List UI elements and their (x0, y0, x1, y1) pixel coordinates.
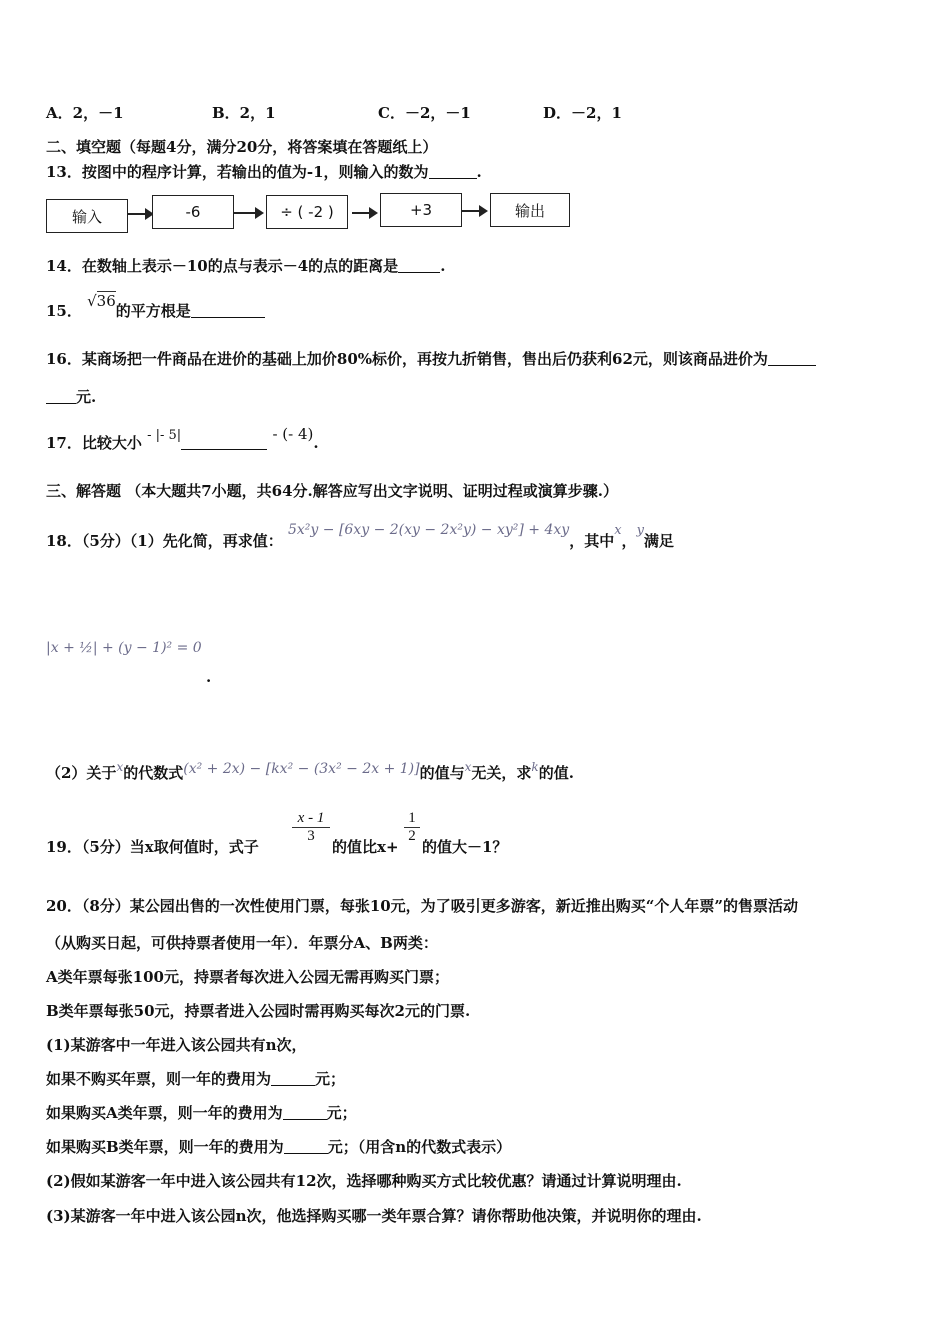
q20-line10: (3)某游客一年中进入该公园n次，他选择购买哪一类年票合算？请你帮助他决策，并说明你的理由. (46, 1207, 702, 1225)
q18-condition-end: . (206, 668, 212, 686)
q18-expression: 5x²y − [6xy − 2(xy − 2x²y) − xy²] + 4xy (287, 522, 570, 538)
q18-part2-k: k (531, 760, 539, 774)
q13-text (46, 161, 482, 182)
q16-unit: 元. (76, 388, 97, 406)
flow-step-divide: ÷ ( -2 ) (266, 195, 348, 229)
q16-text (46, 348, 816, 369)
q15-question: 的平方根是 (115, 302, 191, 320)
section3-heading: 三、解答题 （本大题共7小题，共64分.解答应写出文字说明、证明过程或演算步骤.） (46, 482, 618, 500)
q15-text (46, 292, 265, 321)
option-b: B．2，1 (212, 104, 276, 122)
q17-right-expr: - (- 4) (272, 425, 314, 443)
q19-fraction-1-numerator: x - 1 (292, 810, 330, 828)
q20-line6-text: 如果不购买年票，则一年的费用为 (46, 1070, 272, 1088)
q17-end: . (313, 434, 319, 452)
q19-fraction-1 (292, 810, 330, 845)
q15-blank (191, 302, 265, 318)
option-c: C．－2，－1 (378, 104, 471, 122)
q17-left-expr: - |- 5| (147, 428, 182, 443)
q20-line7-unit: 元； (326, 1104, 357, 1122)
q18-var-x: x (614, 523, 622, 538)
option-d: D．－2，1 (543, 104, 622, 122)
q19-mid: 的值比x+ (332, 838, 399, 856)
q20-line1: 20．（8分）某公园出售的一次性使用门票，每张10元，为了吸引更多游客，新近推出购买“个人年票”的售票活动 (46, 897, 798, 915)
q20-blank-3 (284, 1138, 328, 1154)
q13-question: 13．按图中的程序计算，若输出的值为-1，则输入的数为 (46, 163, 429, 181)
q20-line8 (46, 1136, 511, 1157)
q18-part2-d: 无关，求 (471, 764, 532, 782)
q19-end: 的值大－1？ (422, 838, 508, 856)
q20-line4: B类年票每张50元，持票者进入公园时需再购买每次2元的门票. (46, 1002, 471, 1020)
q16-question: 16．某商场把一件商品在进价的基础上加价80%标价，再按九折销售，售出后仍获利62元，则该商品进价为 (46, 350, 768, 368)
q20-blank-2 (283, 1104, 327, 1120)
q18-var-y: y (636, 523, 644, 538)
q18-end: 满足 (643, 532, 674, 550)
section2-heading: 二、填空题（每题4分，满分20分，将答案填在答题纸上） (46, 138, 438, 156)
q20-line6 (46, 1068, 345, 1089)
q14-text (46, 255, 445, 276)
flow-step-minus6: -6 (152, 195, 234, 229)
flow-arrow-3 (352, 212, 376, 214)
q19-fraction-2-numerator: 1 (404, 810, 420, 828)
q16-continue (46, 386, 96, 407)
q16-blank-1 (768, 350, 816, 366)
q18-part2-b: 的代数式 (123, 764, 184, 782)
q15-number: 15． (46, 302, 82, 320)
q18-part2 (46, 762, 574, 783)
q19-question: 19．（5分）当x取何值时，式子 (46, 838, 259, 856)
q20-line3: A类年票每张100元，持票者每次进入公园无需再购买门票； (46, 968, 449, 986)
flow-input-box: 输入 (46, 199, 128, 233)
q20-blank-1 (271, 1070, 315, 1086)
q17-blank (181, 434, 267, 450)
q18-question: 18．（5分）（1）先化简，再求值： (46, 532, 283, 550)
q19-fraction-2 (404, 810, 420, 845)
q13-end: . (476, 163, 482, 181)
q16-blank-2 (46, 388, 76, 404)
q18-part2-a: （2）关于 (46, 764, 117, 782)
q19-fraction-2-denominator: 2 (408, 828, 416, 844)
q20-line7-text: 如果购买A类年票，则一年的费用为 (46, 1104, 283, 1122)
flow-step-plus3: +3 (380, 193, 462, 227)
q20-line7 (46, 1102, 357, 1123)
q13-blank (429, 163, 477, 179)
q18-part2-e: 的值. (538, 764, 574, 782)
q18-part2-c: 的值与 (419, 764, 465, 782)
flow-arrow-1 (128, 213, 152, 215)
q20-line6-unit: 元； (315, 1070, 346, 1088)
q14-question: 14．在数轴上表示－10的点与表示－4的点的距离是 (46, 257, 399, 275)
q18-part2-x: x (116, 760, 124, 774)
option-a: A．2，－1 (46, 104, 124, 122)
q17-question: 17．比较大小 (46, 434, 142, 452)
q18-part2-x2: x (464, 760, 472, 774)
q18-line1 (46, 522, 674, 551)
q17-text (46, 425, 319, 453)
q18-part2-expression: (x² + 2x) − [kx² − (3x² − 2x + 1)] (183, 761, 420, 777)
flow-arrow-2 (234, 212, 262, 214)
q14-end: . (440, 257, 446, 275)
q18-mid: ，其中 (569, 532, 615, 550)
q20-line5: (1)某游客中一年进入该公园共有n次， (46, 1036, 307, 1054)
q15-radical: √36 (87, 292, 116, 310)
q20-line2: （从购买日起，可供持票者使用一年）．年票分A、B两类： (46, 934, 438, 952)
q18-comma: ， (621, 532, 637, 550)
q14-blank (398, 257, 440, 273)
q18-condition: |x + ½| + (y − 1)² = 0 (46, 640, 202, 656)
flow-output-box: 输出 (490, 193, 570, 227)
q19-fraction-1-denominator: 3 (307, 828, 315, 844)
flow-arrow-4 (462, 210, 486, 212)
q20-line8-unit: 元；（用含n的代数式表示） (327, 1138, 512, 1156)
q20-line8-text: 如果购买B类年票，则一年的费用为 (46, 1138, 284, 1156)
q15-radicand: 36 (96, 292, 116, 310)
q20-line9: (2)假如某游客一年中进入该公园共有12次，选择哪种购买方式比较优惠？请通过计算说明理由. (46, 1172, 682, 1190)
